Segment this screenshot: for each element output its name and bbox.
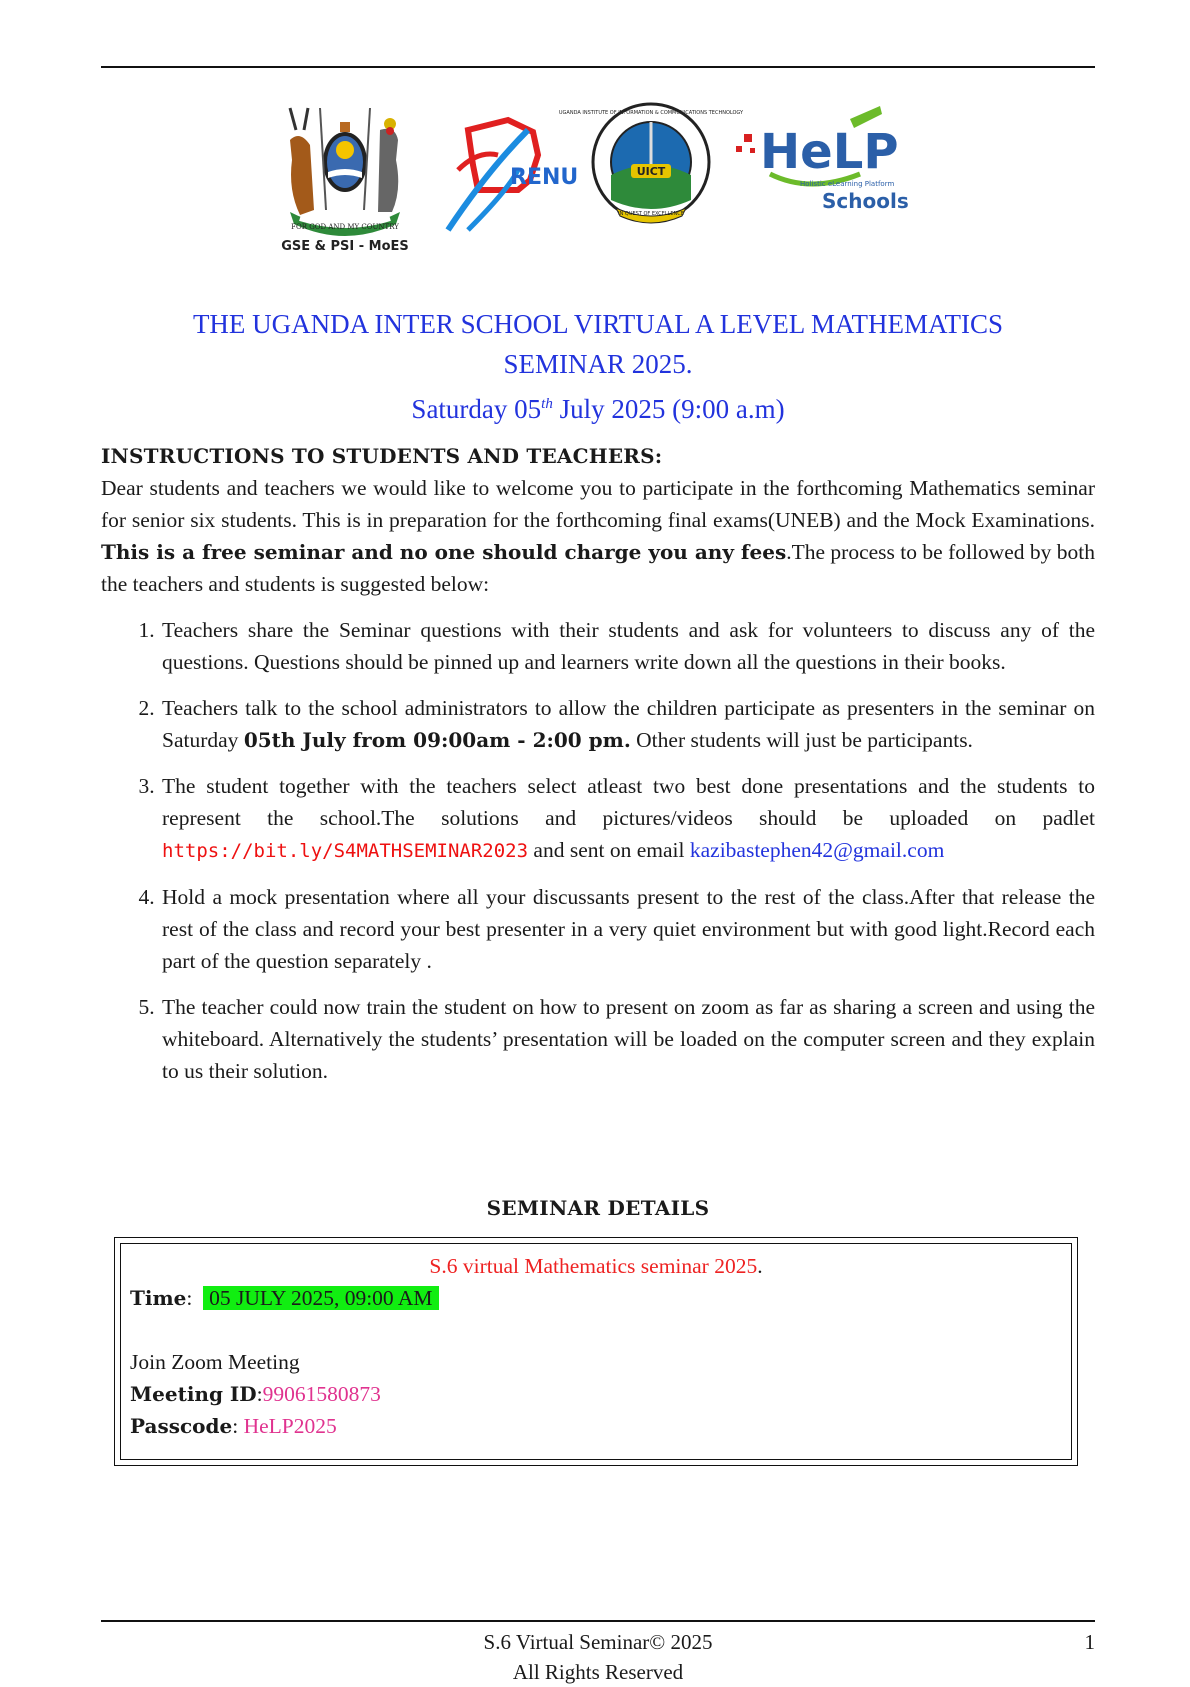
logo-strip (270, 100, 930, 270)
instructions-section (101, 440, 1095, 1101)
instructions-heading: INSTRUCTIONS TO STUDENTS AND TEACHERS: (101, 444, 663, 468)
svg-text:FOR GOD AND MY COUNTRY: FOR GOD AND MY COUNTRY (291, 223, 399, 231)
list-item: 2. Teachers talk to the school administrators to allow the children participate as presenters in the seminar on Saturday 05th July from 09:00am - 2:00 pm. Other students will just be participants. (160, 692, 1095, 756)
title-line-1: THE UGANDA INTER SCHOOL VIRTUAL A LEVEL MATHEMATICS (192, 309, 1004, 339)
time-row: Time: 05 JULY 2025, 09:00 AM (130, 1282, 1062, 1314)
renu-logo (438, 110, 579, 240)
seminar-details-box (114, 1237, 1078, 1466)
time-value: 05 JULY 2025, 09:00 AM (203, 1286, 438, 1310)
svg-text:RENU: RENU (510, 165, 579, 190)
footer (101, 1627, 1095, 1687)
instructions-list (101, 614, 1095, 1087)
padlet-link[interactable]: https://bit.ly/S4MATHSEMINAR2023 (162, 840, 529, 862)
header-rule (101, 66, 1095, 68)
passcode-row: Passcode: HeLP2025 (130, 1414, 337, 1438)
list-item: 4. Hold a mock presentation where all your discussants present to the rest of the class.After that release the rest of the class and record your best presenter in a very quiet environment but with good light.Record each part of the question separately . (160, 881, 1095, 977)
help-schools-logo (730, 104, 920, 224)
svg-text:GSE & PSI - MoES: GSE & PSI - MoES (281, 239, 409, 254)
passcode-value: HeLP2025 (243, 1414, 337, 1438)
list-item: 5. The teacher could now train the student on how to present on zoom as far as sharing a screen and using the whiteboard. Alternatively the students’ presentation will be loaded on the computer screen and they explain to us their solution. (160, 991, 1095, 1087)
svg-text:UGANDA INSTITUTE OF INFORMATIO: UGANDA INSTITUTE OF INFORMATION & COMMUNICATIONS TECHNOLOGY (558, 110, 744, 116)
join-zoom-label: Join Zoom Meeting (130, 1350, 300, 1374)
svg-text:HeLP: HeLP (760, 124, 899, 180)
footer-copyright: S.6 Virtual Seminar© 2025 (483, 1630, 713, 1654)
svg-text:Holistic eLearning Platform: Holistic eLearning Platform (800, 180, 895, 188)
footer-rule (101, 1620, 1095, 1622)
list-item: 3. The student together with the teachers select atleast two best done presentations and the students to represent the school.The solutions and pictures/videos should be uploaded on padlet https://bit.ly/S4MATHSEMINAR2023 and sent on email kazibastephen42@gmail.com (160, 770, 1095, 867)
seminar-name: S.6 virtual Mathematics seminar 2025. (429, 1254, 763, 1278)
title-line-2: SEMINAR 2025. (503, 349, 693, 379)
uganda-coat-of-arms-logo (270, 100, 420, 255)
title-date: Saturday 05th July 2025 (9:00 a.m) (411, 394, 785, 424)
meeting-id-value: 99061580873 (262, 1382, 381, 1406)
footer-rights: All Rights Reserved (512, 1660, 684, 1684)
email-link[interactable]: kazibastephen42@gmail.com (689, 838, 945, 862)
instructions-intro: Dear students and teachers we would like to welcome you to participate in the forthcoming Mathematics seminar for senior six students. This is in preparation for the forthcoming final exams(UNEB) and the Mock Examinations. This is a free seminar and no one should charge you any fees.The process to be followed by both the teachers and students is suggested below: (101, 476, 1095, 596)
meeting-id-row: Meeting ID:99061580873 (130, 1382, 381, 1406)
svg-text:Schools: Schools (822, 189, 909, 213)
page-number: 1 (1084, 1630, 1095, 1654)
list-item: 1. Teachers share the Seminar questions with their students and ask for volunteers to discuss any of the questions. Questions should be pinned up and learners write down all the questions in their books. (160, 614, 1095, 678)
seminar-title (101, 304, 1095, 429)
svg-text:UICT: UICT (636, 165, 666, 178)
uict-logo (558, 100, 744, 225)
svg-text:IN QUEST OF EXCELLENCE: IN QUEST OF EXCELLENCE (618, 211, 684, 217)
seminar-details-heading: SEMINAR DETAILS (486, 1196, 710, 1220)
